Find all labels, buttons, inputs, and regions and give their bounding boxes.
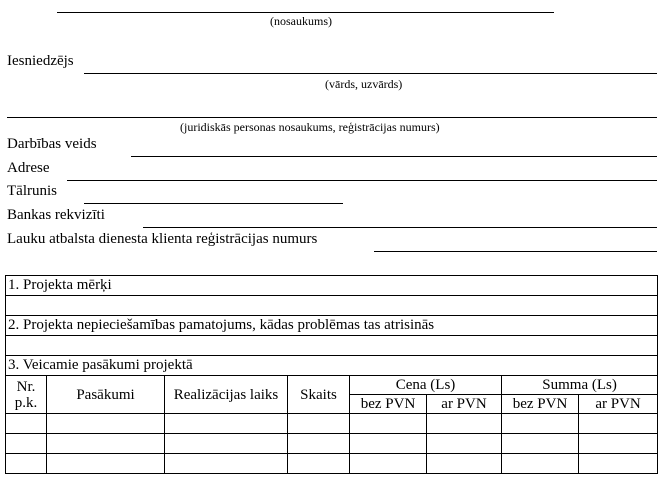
sum-incl-vat-header: ar PVN — [579, 395, 658, 414]
table-cell[interactable] — [47, 434, 165, 454]
table-cell[interactable] — [427, 454, 502, 474]
table-cell[interactable] — [350, 434, 427, 454]
legal-entity-caption: (juridiskās personas nosaukums, reģistrācijas numurs) — [180, 120, 440, 134]
col-sum-header: Summa (Ls) — [502, 376, 658, 395]
table-cell[interactable] — [6, 414, 47, 434]
name-caption: (vārds, uzvārds) — [325, 77, 403, 91]
section-goals: 1. Projekta mērķi — [6, 276, 658, 296]
project-table — [5, 275, 658, 474]
col-time-header: Realizācijas laiks — [165, 376, 288, 414]
address-field[interactable] — [67, 164, 657, 181]
submitter-label: Iesniedzējs — [7, 53, 74, 69]
client-number-label: Lauku atbalsta dienesta klienta reģistrācijas numurs — [7, 231, 318, 247]
table-cell[interactable] — [165, 454, 288, 474]
table-cell[interactable] — [47, 454, 165, 474]
table-cell[interactable] — [427, 414, 502, 434]
table-cell[interactable] — [6, 454, 47, 474]
phone-label: Tālrunis — [7, 183, 57, 199]
section-measures: 3. Veicamie pasākumi projektā — [6, 356, 658, 376]
table-cell[interactable] — [502, 414, 579, 434]
table-row — [6, 434, 658, 454]
table-cell[interactable] — [579, 454, 658, 474]
goals-entry-field[interactable] — [6, 296, 658, 316]
price-excl-vat-header: bez PVN — [350, 395, 427, 414]
justification-entry-field[interactable] — [6, 336, 658, 356]
col-price-header: Cena (Ls) — [350, 376, 502, 395]
table-cell[interactable] — [165, 414, 288, 434]
col-nr-header: Nr. p.k. — [6, 376, 47, 414]
submitter-field[interactable] — [84, 57, 657, 74]
phone-field[interactable] — [84, 187, 343, 204]
table-cell[interactable] — [350, 454, 427, 474]
table-cell[interactable] — [502, 454, 579, 474]
table-cell[interactable] — [502, 434, 579, 454]
bank-field[interactable] — [143, 211, 657, 228]
table-cell[interactable] — [579, 434, 658, 454]
table-cell[interactable] — [47, 414, 165, 434]
table-cell[interactable] — [427, 434, 502, 454]
table-row — [6, 454, 658, 474]
legal-entity-line[interactable] — [7, 117, 657, 118]
table-cell[interactable] — [288, 454, 350, 474]
section-justification: 2. Projekta nepieciešamības pamatojums, kādas problēmas tas atrisinās — [6, 316, 658, 336]
table-cell[interactable] — [288, 434, 350, 454]
sum-excl-vat-header: bez PVN — [502, 395, 579, 414]
col-count-header: Skaits — [288, 376, 350, 414]
title-caption: (nosaukums) — [270, 14, 332, 28]
activity-label: Darbības veids — [7, 136, 97, 152]
activity-field[interactable] — [131, 140, 657, 157]
title-line[interactable] — [57, 12, 554, 13]
table-cell[interactable] — [350, 414, 427, 434]
table-cell[interactable] — [6, 434, 47, 454]
table-cell[interactable] — [288, 414, 350, 434]
bank-label: Bankas rekvizīti — [7, 207, 105, 223]
table-cell[interactable] — [165, 434, 288, 454]
price-incl-vat-header: ar PVN — [427, 395, 502, 414]
client-number-field[interactable] — [374, 235, 657, 252]
table-cell[interactable] — [579, 414, 658, 434]
table-row — [6, 414, 658, 434]
col-measures-header: Pasākumi — [47, 376, 165, 414]
address-label: Adrese — [7, 160, 50, 176]
